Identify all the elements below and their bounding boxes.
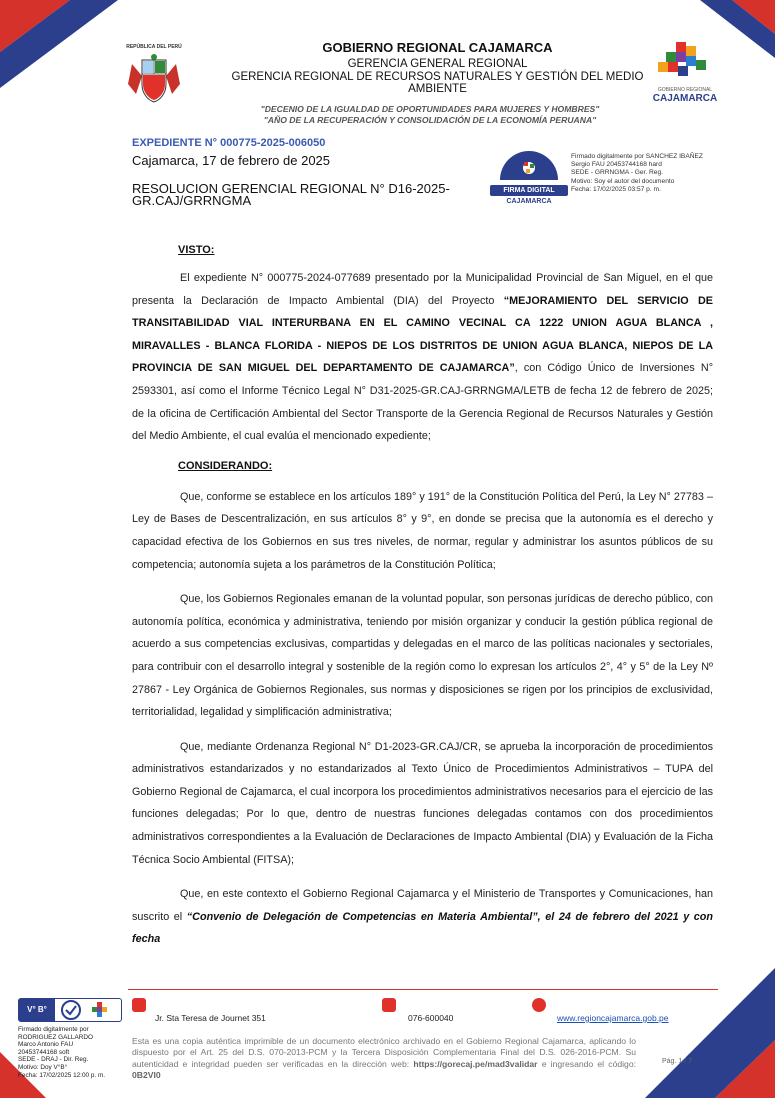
footer-disclaimer xyxy=(132,1036,636,1082)
visto-text-tail: , con Código Único de Inversiones N° 2593301, así como el Informe Técnico Legal N° D31-2025-GR.CAJ-GRRNGMA/LETB de fecha 12 de febrero de 2025; de la oficina de Certificación Ambiental del Sector Transporte de la Gerencia Regional de Recursos Naturales y Gestión del Medio Ambiente, el cual evalúa el mencionado expediente; xyxy=(132,362,714,443)
firma-digital-seal-icon xyxy=(490,150,568,180)
document-body xyxy=(132,244,713,951)
page-number: Pág. 1 / 7 xyxy=(662,1058,692,1065)
vb-line: Firmado digitalmente por xyxy=(18,1026,89,1033)
vb-line: 20453744168 soft xyxy=(18,1048,70,1056)
header-line1: GERENCIA GENERAL REGIONAL xyxy=(347,58,528,70)
resolution-title-line1: RESOLUCION GERENCIAL REGIONAL N° D16-2025- xyxy=(132,181,450,196)
footer-address: Jr. Sta Teresa de Journet 351 xyxy=(155,1013,266,1023)
visto-paragraph xyxy=(132,267,713,448)
visto-text: El expediente N° 000775-2024-077689 presentado por la Municipalidad Provincial de San Miguel, en el que presenta la Declaración de Impacto Ambiental (DIA) del Proyecto xyxy=(132,272,713,307)
vb-label: V° B° xyxy=(19,999,55,1021)
document-date: Cajamarca, 17 de febrero de 2025 xyxy=(132,153,331,168)
cajamarca-mini-logo-icon xyxy=(89,1002,109,1018)
checkmark-seal-icon xyxy=(59,999,83,1021)
vb-line: SEDE - DRAJ - Dir. Reg. xyxy=(18,1056,89,1064)
validation-code: 0B2VI0 xyxy=(132,1070,161,1081)
cajamarca-logo-icon xyxy=(640,38,730,82)
cajamarca-logo xyxy=(640,38,730,106)
header-line3: AMBIENTE xyxy=(408,83,467,95)
validation-url[interactable]: https://gorecaj.pe/mad3validar xyxy=(413,1058,538,1069)
firma-digital-badge xyxy=(490,150,568,204)
decenio-line2: "AÑO DE LA RECUPERACIÓN Y CONSOLIDACIÓN DE LA ECONOMÍA PERUANA" xyxy=(263,115,597,125)
visto-heading: VISTO: xyxy=(178,244,215,256)
logo-caption-top: GOBIERNO REGIONAL xyxy=(657,87,713,93)
firma-digital-sub: CAJAMARCA xyxy=(506,198,552,205)
logo-caption-main: CAJAMARCA xyxy=(652,93,718,104)
vb-line: Fecha: 17/02/2025 12:00 p. m. xyxy=(18,1071,106,1079)
vb-line: RODRIGUEZ GALLARDO xyxy=(18,1033,93,1041)
disclaimer-text-2: e ingresando el código: xyxy=(537,1058,636,1069)
footer-phone: 076-600040 xyxy=(408,1013,454,1023)
considerando-paragraph-4 xyxy=(132,883,713,951)
footer-divider xyxy=(128,989,718,990)
considerando-paragraph-2: Que, los Gobiernos Regionales emanan de la voluntad popular, son personas jurídicas de derecho público, con autonomía política, económica y administrativa, teniendo por misión organizar y conducir la gestión pública regional de acuerdo a sus competencias exclusivas, compartidas y delegadas en el marco de las políticas nacionales y sectoriales, para contribuir con el desarrollo integral y sostenible de la región como lo expresan los artículos 2°, 4° y 5° de la Ley Nº 27867 - Ley Orgánica de Gobiernos Regionales, sus normas y disposiciones se rigen por los principios de exclusividad, territorialidad, legalidad y simplificación administrativa; xyxy=(132,593,713,719)
visto-bueno-signature xyxy=(18,1026,122,1079)
decenio-line1: "DECENIO DE LA IGUALDAD DE OPORTUNIDADES PARA MUJERES Y HOMBRES" xyxy=(260,104,600,114)
firma-line: Fecha: 17/02/2025 03:57 p. m. xyxy=(571,185,661,193)
resolution-title-line2: GR.CAJ/GRRNGMA xyxy=(132,193,252,208)
disclaimer-text: Esta es una copia auténtica imprimible de un documento electrónico archivado en el Gobierno Regional Cajamarca, aplicando lo dispuesto por el Art. 25 del D.S. 070-2013-PCM y la Tercera Disposición Complementaria Final del D.S. 026-2016-PCM. Su autenticidad e integridad pueden ser verificadas en la dirección web: xyxy=(132,1036,636,1069)
globe-icon xyxy=(532,998,546,1012)
firma-signature-block xyxy=(571,153,731,194)
footer-website-link[interactable]: www.regioncajamarca.gob.pe xyxy=(557,1013,669,1023)
firma-line: Sergio FAU 20453744168 hard xyxy=(571,161,662,169)
firma-digital-label: FIRMA DIGITAL xyxy=(490,185,568,196)
phone-icon xyxy=(382,998,396,1012)
firma-line: SEDE - GRRNGMA - Ger. Reg. xyxy=(571,169,663,177)
shield-caption: REPÚBLICA DEL PERÚ xyxy=(126,44,182,50)
header-line2: GERENCIA REGIONAL DE RECURSOS NATURALES Y GESTIÓN DEL MEDIO xyxy=(231,71,644,83)
considerando-heading: CONSIDERANDO: xyxy=(178,459,273,472)
header-title: GOBIERNO REGIONAL CAJAMARCA xyxy=(322,40,553,55)
considerando-paragraph-1: Que, conforme se establece en los artículos 189° y 191° de la Constitución Política del Perú, la Ley N° 27783 – Ley de Bases de Descentralización, en sus artículos 8° y 9°, en donde se precisa que la autonomía es el derecho y capacidad efectiva de los Gobiernos en sus tres niveles, de normar, regular y administrar los asuntos públicos de su competencia; autonomía sujeta a los parámetros de la Constitución Política; xyxy=(132,490,713,571)
visto-project-name: “MEJORAMIENTO DEL SERVICIO DE TRANSITABILIDAD VIAL INTERURBANA EN EL CAMINO VECINAL CA 1222 UNION AGUA BLANCA , MIRAVALLES - BLANCA FLORIDA - NIEPOS DE LOS DISTRITOS DE UNION AGUA BLANCA, NIEPOS DE LA PROVINCIA DE SAN MIGUEL DEL DEPARTAMENTO DE CAJAMARCA” xyxy=(132,294,713,375)
expediente-number: EXPEDIENTE N° 000775-2025-006050 xyxy=(132,137,326,149)
convenio-name: “Convenio de Delegación de Competencias en Materia Ambiental”, el 24 de febrero del 2021 y con fecha xyxy=(132,910,713,946)
visto-bueno-badge xyxy=(18,998,122,1022)
vb-line: Marco Antonio FAU xyxy=(18,1041,74,1049)
firma-line: Firmado digitalmente por SANCHEZ IBAÑEZ xyxy=(571,153,703,160)
considerando-paragraph-3: Que, mediante Ordenanza Regional N° D1-2023-GR.CAJ/CR, se aprueba la incorporación de procedimientos administrativos estandarizados y no estandarizados al Texto Único de Procedimientos Administrativos – TUPA del Gobierno Regional de Cajamarca, el cual incorpora los procedimientos administrativos necesarios para el ejercicio de las funciones delegadas; Por lo que, dentro de nuestras funciones delegadas contamos con dos procedimientos administrativos correspondientes a la Evaluación de Declaraciones de Impacto Ambiental (DIA) y Evaluación de la Ficha Técnica Socio Ambiental (FITSA); xyxy=(132,740,713,866)
peru-shield-icon xyxy=(126,44,182,106)
p4-text: Que, en este contexto el Gobierno Regional Cajamarca y el Ministerio de Transportes y Comunicaciones, han suscrito el xyxy=(132,888,713,923)
vb-line: Motivo: Doy V°B° xyxy=(18,1063,68,1071)
location-pin-icon xyxy=(132,998,146,1012)
firma-line: Motivo: Soy el autor del documento xyxy=(571,177,675,185)
